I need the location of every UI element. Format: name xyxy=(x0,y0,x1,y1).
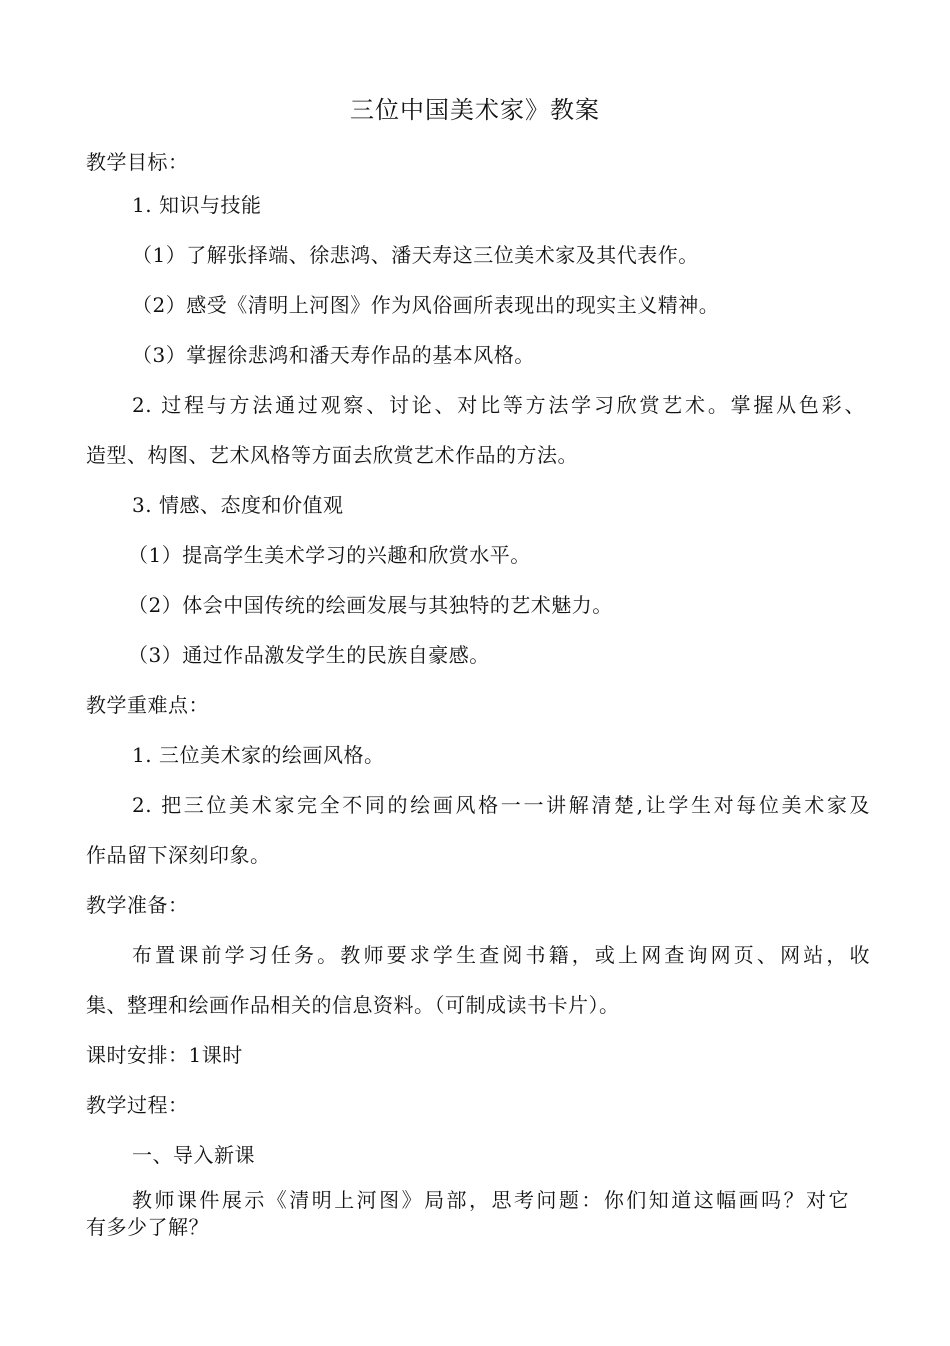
goal-1-point-3: （3）掌握徐悲鸿和潘天寿作品的基本风格。 xyxy=(132,343,535,367)
section-heading-process: 教学过程： xyxy=(86,1093,189,1117)
section-heading-goals: 教学目标： xyxy=(86,150,189,174)
step-1-line-1: 教师课件展示《清明上河图》局部，思考问题：你们知道这幅画吗？对它 xyxy=(132,1188,849,1212)
key-point-1: 1. 三位美术家的绘画风格。 xyxy=(132,743,385,767)
schedule-line: 课时安排：1课时 xyxy=(86,1043,243,1067)
section-heading-preparation: 教学准备： xyxy=(86,893,189,917)
key-point-2-line-1: 2. 把三位美术家完全不同的绘画风格一一讲解清楚,让学生对每位美术家及 xyxy=(132,793,870,817)
key-point-2-line-2: 作品留下深刻印象。 xyxy=(86,843,271,867)
step-1-line-2: 有多少了解？ xyxy=(86,1215,209,1239)
goal-3-point-2: （2）体会中国传统的绘画发展与其独特的艺术魅力。 xyxy=(128,593,613,617)
goal-3-point-3: （3）通过作品激发学生的民族自豪感。 xyxy=(128,643,490,667)
goal-3-point-1: （1）提高学生美术学习的兴趣和欣赏水平。 xyxy=(128,543,531,567)
goal-2-line-2: 造型、构图、艺术风格等方面去欣赏艺术作品的方法。 xyxy=(86,443,578,467)
step-1-heading: 一、导入新课 xyxy=(132,1143,255,1167)
goal-1-heading: 1. 知识与技能 xyxy=(132,193,262,217)
goal-3-heading: 3. 情感、态度和价值观 xyxy=(132,493,344,517)
preparation-line-1: 布置课前学习任务。教师要求学生查阅书籍，或上网查询网页、网站，收 xyxy=(132,943,870,967)
goal-2-line-1: 2. 过程与方法通过观察、讨论、对比等方法学习欣赏艺术。掌握从色彩、 xyxy=(132,393,865,417)
goal-1-point-2: （2）感受《清明上河图》作为风俗画所表现出的现实主义精神。 xyxy=(132,293,720,317)
document-title: 三位中国美术家》教案 xyxy=(350,96,600,124)
section-heading-key-points: 教学重难点： xyxy=(86,693,209,717)
preparation-line-2: 集、整理和绘画作品相关的信息资料。（可制成读书卡片）。 xyxy=(86,993,620,1017)
goal-1-point-1: （1）了解张择端、徐悲鸿、潘天寿这三位美术家及其代表作。 xyxy=(132,243,699,267)
